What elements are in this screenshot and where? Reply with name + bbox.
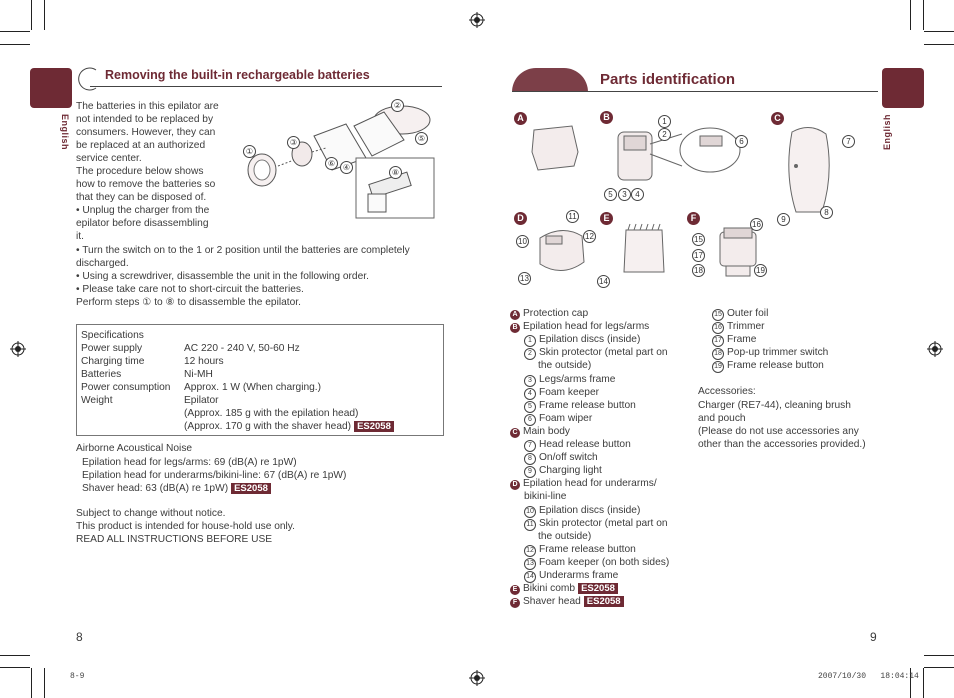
model-badge: ES2058 [354,421,394,432]
crop-mark [0,31,30,32]
part-number-marker: 12 [524,545,536,557]
parts-list-item [510,307,588,320]
part-number: 16 [750,218,763,231]
part-number-marker: 4 [524,388,536,400]
parts-list-label: Foam keeper [539,386,600,398]
spec-label: Weight [81,395,113,406]
parts-list-item [510,425,570,438]
spec-value-row [184,420,394,433]
part-letter-marker: F [510,598,520,608]
parts-list-item [510,582,618,595]
diagram-step-6: ⑥ [325,157,338,170]
bullet-line: Perform steps ① to ⑧ to disassemble the epilator. [76,297,301,308]
parts-list-item [524,517,668,531]
accessories-line: Charger (RE7-44), cleaning brush [698,400,851,411]
intro-line: be replaced at an authorized [76,140,206,151]
parts-list-label: Shaver head [523,596,581,608]
part-number: 6 [735,135,748,148]
crop-mark [0,655,30,656]
title-rule [512,91,878,92]
part-number: 12 [583,230,596,243]
parts-list-label: bikini-line [524,491,567,503]
intro-line: service center. [76,153,142,164]
diagram-step-3: ③ [287,136,300,149]
protection-cap-illustration [528,122,582,172]
part-letter-b: B [600,111,613,124]
spec-value: (Approx. 170 g with the shaver head) [184,421,352,432]
diagram-step-1: ① [243,145,256,158]
crop-mark [923,0,924,30]
crop-mark [0,44,30,45]
noise-line-row [82,482,271,495]
noise-line: Shaver head: 63 (dB(A) re 1pW) [82,483,229,494]
model-badge: ES2058 [584,596,624,607]
crop-mark [924,655,954,656]
side-tab [882,68,924,108]
crop-mark [924,667,954,668]
diagram-step-4: ④ [340,161,353,174]
parts-list-label: Protection cap [523,308,589,319]
noise-title: Airborne Acoustical Noise [76,443,193,454]
parts-list-item [712,346,828,360]
parts-list-label: Bikini comb [523,583,576,595]
part-number-marker: 2 [524,348,536,360]
page-number: 9 [870,630,877,644]
spec-value: (Approx. 185 g with the epilation head) [184,408,359,419]
part-letter-d: D [514,212,527,225]
part-number-marker: 9 [524,466,536,478]
intro-line: how to remove the batteries so [76,179,216,190]
part-letter-marker: E [510,585,520,595]
spec-value: Epilator [184,395,219,406]
part-number-marker: 18 [712,348,724,360]
parts-list-label: Frame release button [539,543,636,555]
parts-list-item [538,359,591,372]
bullet-line: • Turn the switch on to the 1 or 2 position until the batteries are completely [76,245,410,256]
parts-list-item [524,333,640,347]
part-number-marker: 11 [524,519,536,531]
parts-list-item [538,530,591,543]
crop-mark [910,0,911,30]
part-letter-marker: C [510,428,520,438]
part-number: 13 [518,272,531,285]
intro-line: not intended to be replaced by [76,114,214,125]
part-number: 10 [516,235,529,248]
crop-mark [924,31,954,32]
parts-list-item [712,307,768,321]
specifications-box [76,324,444,436]
model-badge: ES2058 [578,583,618,594]
part-number-marker: 8 [524,453,536,465]
diagram-step-8: ⑧ [389,166,402,179]
noise-line: Epilation head for underarms/bikini-line: 67 (dB(A) re 1pW) [82,470,347,481]
parts-list-label: Skin protector (metal part on [539,517,668,529]
model-badge: ES2058 [231,483,271,494]
accessories-line: other than the accessories provided.) [698,439,866,450]
part-number-marker: 5 [524,401,536,413]
parts-list-label: Underarms frame [539,570,619,581]
parts-list-label: the outside) [538,530,592,542]
bullet-line: it. [76,231,84,242]
parts-list-label: Trimmer [727,321,765,333]
accessories-line: Accessories: [698,386,756,397]
registration-mark-icon [469,12,485,28]
parts-list-label: Skin protector (metal part on [539,347,668,359]
parts-list-item [524,569,618,583]
page-number: 8 [76,630,83,644]
part-number-marker: 14 [524,571,536,583]
part-number: 7 [842,135,855,148]
bullet-line: • Using a screwdriver, disassemble the unit in the following order. [76,271,369,282]
title-bar-shape [512,68,588,92]
parts-list-item [524,346,668,360]
parts-list-item [510,477,657,490]
parts-list-label: Pop-up trimmer switch [727,347,829,359]
disassembly-diagram [234,96,440,222]
part-number: 11 [566,210,579,223]
intro-line: consumers. However, they can [76,127,216,138]
spec-value: 12 hours [184,356,224,367]
part-letter-marker: A [510,310,520,320]
parts-list-label: Outer foil [727,308,769,319]
parts-list-item [524,504,640,518]
parts-list-label: the outside) [538,360,592,372]
section-title: Removing the built-in rechargeable batteries [105,68,370,82]
part-number-marker: 16 [712,322,724,334]
section-title-rule [90,86,442,87]
parts-list-item [712,359,824,373]
parts-list-label: Frame [727,334,757,346]
crop-mark [31,0,32,30]
parts-list-item [524,451,598,465]
parts-list-item [524,464,602,478]
bullet-line: • Unplug the charger from the [76,205,210,216]
part-number-marker: 19 [712,361,724,373]
part-number: 2 [658,128,671,141]
note-line: This product is intended for house-hold use only. [76,521,295,532]
intro-line: The batteries in this epilator are [76,101,219,112]
part-number-marker: 3 [524,375,536,387]
parts-list-label: Charging light [539,465,602,477]
part-letter-e: E [600,212,613,225]
side-tab [30,68,72,108]
side-label: English [60,114,70,151]
part-letter-marker: B [510,323,520,333]
parts-list-item [524,556,669,570]
part-number-marker: 17 [712,335,724,347]
bullet-line: epilator before disassembling [76,218,209,229]
intro-line: The procedure below shows [76,166,204,177]
part-number: 8 [820,206,833,219]
parts-list-label: Frame release button [539,399,636,411]
main-body-illustration [782,124,836,216]
parts-list-label: Epilation discs (inside) [539,334,641,346]
parts-list-item [524,412,592,426]
part-number-marker: 6 [524,414,536,426]
crop-mark [31,668,32,698]
diagram-step-5: ⑤ [415,132,428,145]
part-number: 17 [692,249,705,262]
part-number-marker: 10 [524,506,536,518]
parts-list-item [524,373,615,387]
part-number-marker: 7 [524,440,536,452]
spec-label: Charging time [81,356,145,367]
bikini-comb-illustration [620,222,668,278]
bullet-line: discharged. [76,258,129,269]
part-number-marker: 15 [712,309,724,321]
spec-value: AC 220 - 240 V, 50-60 Hz [184,343,300,354]
part-letter-c: C [771,112,784,125]
accessories-line: and pouch [698,413,746,424]
part-number: 9 [777,213,790,226]
crop-mark [44,0,45,30]
parts-list-item [524,438,631,452]
crop-mark [0,667,30,668]
crop-mark [923,668,924,698]
registration-mark-icon [10,341,26,357]
page-title: Parts identification [600,71,736,88]
part-letter-marker: D [510,480,520,490]
accessories-line: (Please do not use accessories any [698,426,859,437]
parts-list-item [524,543,636,557]
part-number: 3 [618,188,631,201]
note-line: READ ALL INSTRUCTIONS BEFORE USE [76,534,273,545]
parts-list-label: Epilation head for legs/arms [523,321,650,333]
parts-list-item [524,399,636,413]
part-number-marker: 1 [524,335,536,347]
parts-list-item [524,386,599,400]
diagram-step-2: ② [391,99,404,112]
footer-right: 2007/10/30 18:04:14 [818,672,919,681]
underarm-head-illustration [532,222,592,282]
part-number: 5 [604,188,617,201]
spec-label: Power supply [81,343,143,354]
parts-list-label: On/off switch [539,452,598,464]
part-letter-a: A [514,112,527,125]
part-number: 4 [631,188,644,201]
intro-line: that they can be disposed of. [76,192,207,203]
part-letter-f: F [687,212,700,225]
footer-left: 8-9 [70,672,85,681]
registration-mark-icon [469,670,485,686]
note-line: Subject to change without notice. [76,508,226,519]
side-label: English [882,114,892,151]
parts-list-label: Epilation discs (inside) [539,504,641,516]
parts-list-label: Head release button [539,439,631,450]
parts-list-label: Main body [523,425,571,437]
parts-list-item [510,595,624,608]
section-title-arc-icon [76,66,104,92]
spec-value: Approx. 1 W (When charging.) [184,382,322,393]
registration-mark-icon [927,341,943,357]
part-number: 18 [692,264,705,277]
crop-mark [44,668,45,698]
parts-list-label: Foam keeper (on both sides) [539,556,670,568]
parts-list-item [712,333,756,347]
spec-title: Specifications [81,330,144,341]
part-number: 19 [754,264,767,277]
epilation-head-illustration [610,124,760,194]
part-number-marker: 13 [524,558,536,570]
parts-list-item [510,320,649,333]
parts-list-item [524,490,566,503]
bullet-line: • Please take care not to short-circuit the batteries. [76,284,304,295]
parts-list-label: Legs/arms frame [539,373,616,385]
parts-list-label: Frame release button [727,360,824,372]
parts-list-label: Epilation head for underarms/ [523,478,657,490]
part-number: 15 [692,233,705,246]
part-number: 1 [658,115,671,128]
noise-line: Epilation head for legs/arms: 69 (dB(A) re 1pW) [82,457,297,468]
spec-label: Power consumption [81,382,171,393]
part-number: 14 [597,275,610,288]
parts-list-item [712,320,765,334]
parts-list-label: Foam wiper [539,412,593,424]
crop-mark [924,44,954,45]
spec-label: Batteries [81,369,122,380]
spec-value: Ni-MH [184,369,213,380]
